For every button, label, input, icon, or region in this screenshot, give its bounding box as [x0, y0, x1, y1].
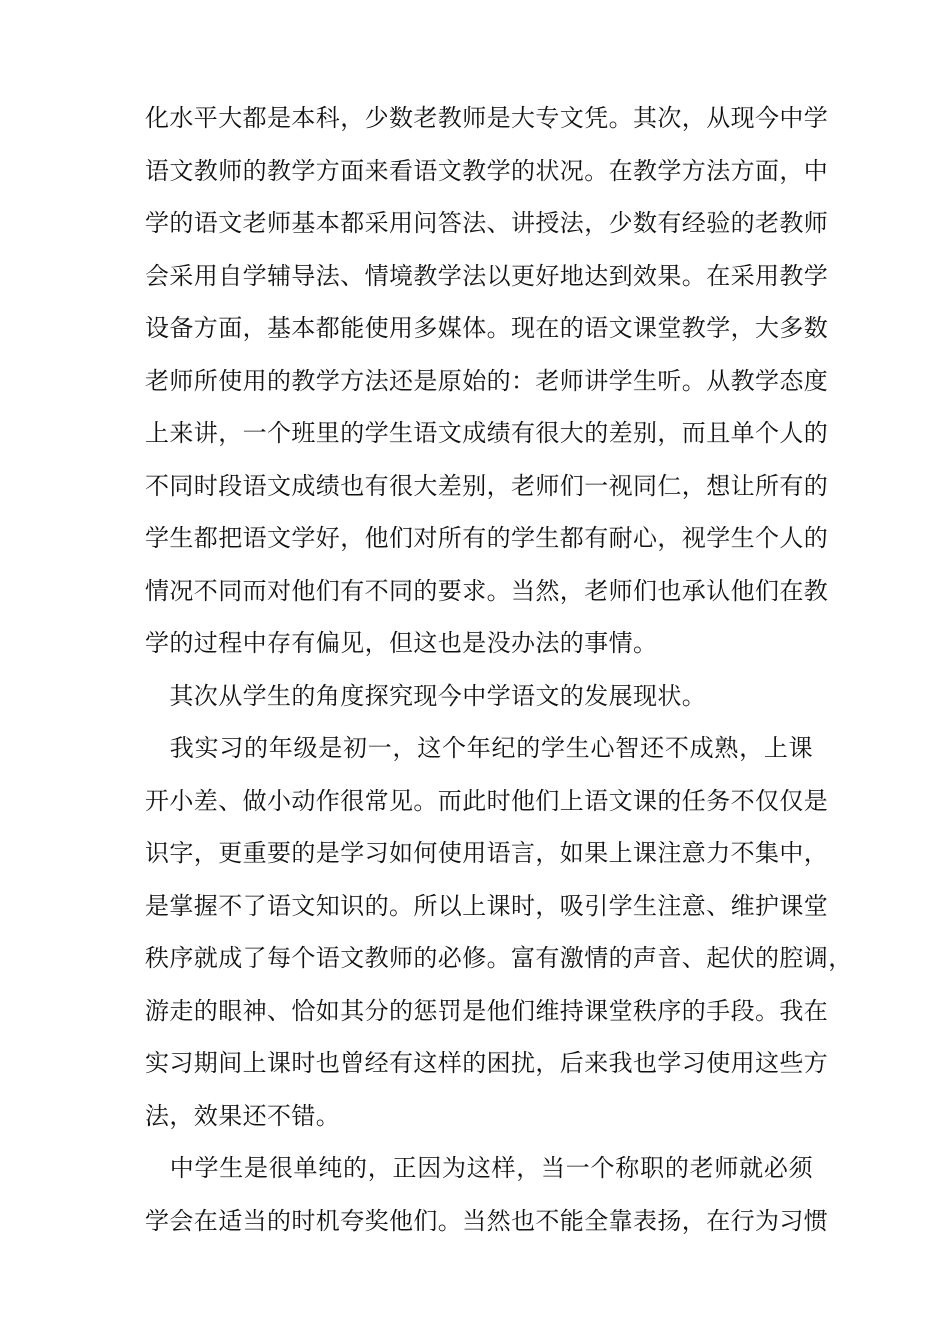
- text-line: 法，效果还不错。: [145, 1101, 341, 1130]
- paragraph-first-line: 中学生是很单纯的，正因为这样，当一个称职的老师就必须: [145, 1154, 813, 1182]
- text-line: 是掌握不了语文知识的。所以上课时，吸引学生注意、维护课堂: [145, 891, 829, 920]
- text-line: 开小差、做小动作很常见。而此时他们上语文课的任务不仅仅是: [145, 786, 829, 815]
- text-line: 学生都把语文学好，他们对所有的学生都有耐心，视学生个人的: [145, 524, 829, 552]
- paragraph-first-line: 我实习的年级是初一，这个年纪的学生心智还不成熟，上课: [145, 734, 813, 762]
- text-line: 游走的眼神、恰如其分的惩罚是他们维持课堂秩序的手段。我在: [145, 996, 829, 1025]
- text-line: 学的语文老师基本都采用问答法、讲授法，少数有经验的老教师: [145, 209, 829, 237]
- document-body: [145, 98, 853, 1253]
- text-line: 秩序就成了每个语文教师的必修。富有激情的声音、起伏的腔调，: [145, 944, 853, 972]
- text-line: 会采用自学辅导法、情境教学法以更好地达到效果。在采用教学: [145, 261, 829, 290]
- text-line: 识字，更重要的是学习如何使用语言，如果上课注意力不集中，: [145, 839, 829, 867]
- text-line: 化水平大都是本科，少数老教师是大专文凭。其次，从现今中学: [145, 104, 829, 132]
- text-line: 上来讲，一个班里的学生语文成绩有很大的差别，而且单个人的: [145, 419, 829, 447]
- text-line: 学的过程中存有偏见，但这也是没办法的事情。: [145, 629, 658, 657]
- paragraph-first-line: 其次从学生的角度探究现今中学语文的发展现状。: [145, 681, 707, 710]
- text-line: 语文教师的教学方面来看语文教学的状况。在教学方法方面，中: [145, 156, 829, 185]
- text-line: 老师所使用的教学方法还是原始的：老师讲学生听。从教学态度: [145, 366, 829, 395]
- text-line: 不同时段语文成绩也有很大差别，老师们一视同仁，想让所有的: [145, 471, 829, 500]
- text-line: 情况不同而对他们有不同的要求。当然，老师们也承认他们在教: [145, 576, 829, 605]
- text-line: 学会在适当的时机夸奖他们。当然也不能全靠表扬，在行为习惯: [145, 1206, 829, 1235]
- text-line: 实习期间上课时也曾经有这样的困扰，后来我也学习使用这些方: [145, 1049, 829, 1077]
- text-line: 设备方面，基本都能使用多媒体。现在的语文课堂教学，大多数: [145, 314, 829, 342]
